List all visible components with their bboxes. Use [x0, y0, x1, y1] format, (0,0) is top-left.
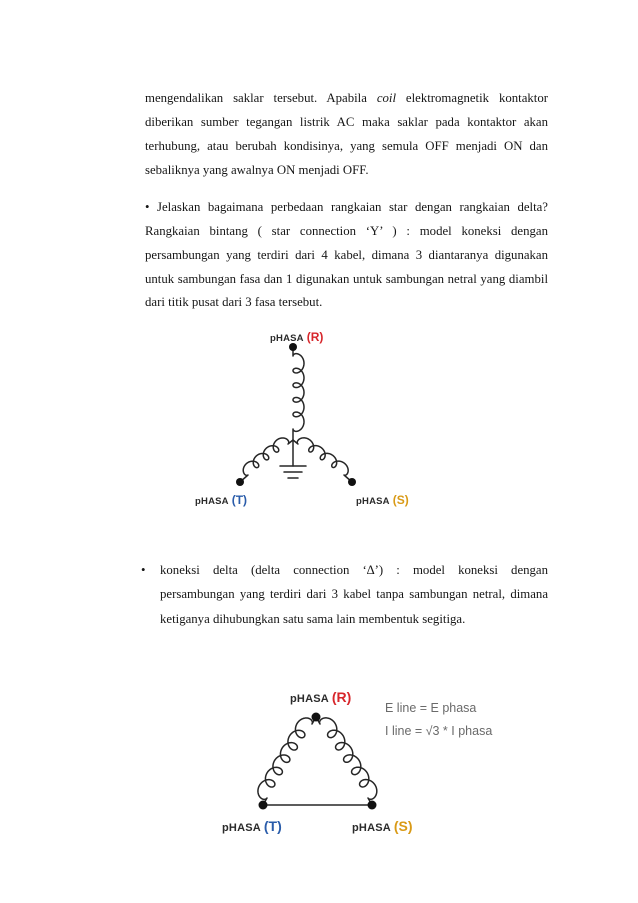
intro-paragraph — [145, 87, 548, 182]
text-line: ketiganya dihubungkan satu sama lain membentuk segitiga. — [160, 611, 466, 626]
bullet-point: • — [141, 563, 146, 577]
phase-tag-s: (S) — [393, 818, 413, 834]
delta-connection-diagram — [240, 700, 400, 820]
italic-term: coil — [376, 91, 397, 105]
text-line: koneksi delta (delta connection ‘∆’) : model koneksi dengan — [160, 563, 548, 577]
text-segment: mengendalikan saklar tersebut. Apabila — [145, 91, 367, 105]
terminal-dot-s — [368, 801, 377, 810]
star-connection-paragraph — [145, 196, 548, 315]
terminal-dot-t — [259, 801, 268, 810]
delta-label-r — [290, 689, 351, 707]
text-line: persambungan yang terdiri dari 4 kabel, dimana 3 diantaranya digunakan — [145, 247, 548, 262]
phase-tag-t: (T) — [231, 493, 248, 507]
delta-connection-paragraph — [160, 558, 548, 631]
text-line: dari titik pusat dari 3 fasa tersebut. — [145, 295, 323, 310]
question-line: • Jelaskan bagaimana perbedaan rangkaian star dengan rangkaian delta? — [145, 200, 548, 214]
phase-word: pHASA — [222, 822, 261, 834]
terminal-dot-r — [312, 713, 321, 722]
star-label-t — [195, 493, 247, 509]
text-line — [145, 87, 548, 111]
star-connection-diagram — [180, 320, 420, 520]
delta-label-t — [222, 818, 282, 836]
star-label-s — [356, 493, 409, 509]
phase-tag-t: (T) — [263, 818, 282, 834]
phase-word: pHASA — [270, 333, 304, 344]
phase-tag-r: (R) — [331, 689, 352, 705]
coil-side-right — [316, 717, 377, 805]
text-line: untuk sambungan fasa dan 1 digunakan untuk sambungan netral yang diambil — [145, 271, 548, 286]
formula-voltage: E line = E phasa — [385, 701, 477, 715]
delta-label-s — [352, 818, 413, 836]
star-label-r — [270, 330, 323, 346]
terminal-dot-t — [236, 478, 244, 486]
coil-phase-s — [293, 438, 352, 482]
text-line: diberikan sumber tegangan listrik AC maka saklar pada kontaktor akan — [145, 114, 548, 129]
phase-word: pHASA — [352, 822, 391, 834]
ground-symbol — [280, 440, 306, 478]
phase-word: pHASA — [356, 496, 390, 507]
text-line: terhubung, atau berubah kondisinya, yang semula OFF menjadi ON dan — [145, 138, 548, 153]
coil-phase-r — [293, 347, 304, 440]
coil-side-left — [258, 717, 316, 805]
phase-tag-r: (R) — [306, 330, 324, 344]
phase-tag-s: (S) — [392, 493, 409, 507]
text-line: sebaliknya yang awalnya ON menjadi OFF. — [145, 162, 369, 177]
coil-phase-t — [240, 438, 293, 482]
terminal-dot-s — [348, 478, 356, 486]
phase-word: pHASA — [195, 496, 229, 507]
text-line: persambungan yang terdiri dari 3 kabel tanpa sambungan netral, dimana — [160, 587, 548, 602]
text-segment: elektromagnetik kontaktor — [405, 91, 548, 105]
phase-word: pHASA — [290, 693, 329, 705]
formula-current: I line = √3 * I phasa — [385, 724, 493, 738]
text-line: Rangkaian bintang ( star connection ‘Y’ ) : model koneksi dengan — [145, 223, 548, 238]
